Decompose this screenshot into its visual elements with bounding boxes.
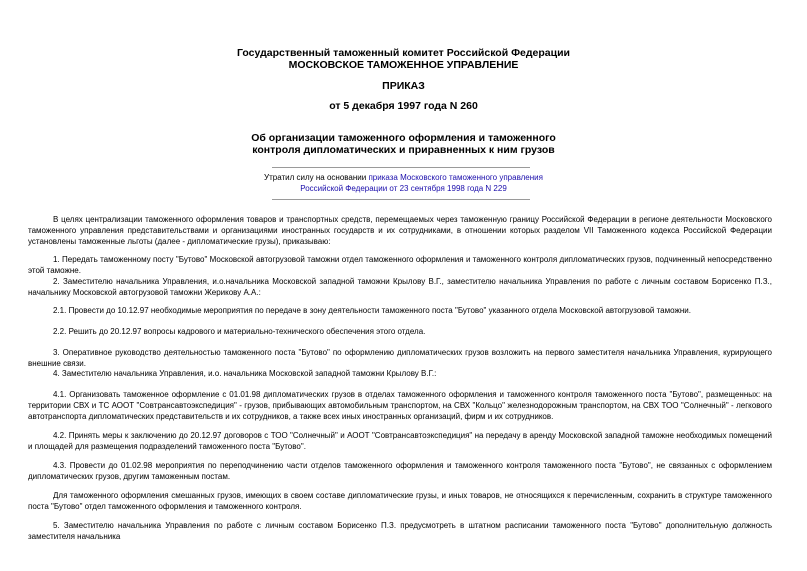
- paragraph-4-2: 4.2. Принять меры к заключению до 20.12.97 договоров с ТОО "Солнечный" и АООТ "Совтрансавтоэкспедиция" на передачу в аренду Московской западной таможне необходимых помещений и площадей для размещения подразделений таможенного поста "Бутово".: [28, 431, 772, 451]
- repeal-order-link[interactable]: приказа Московского таможенного управления: [368, 173, 543, 182]
- validity-note-line1: [0, 172, 807, 183]
- validity-note-line2: [0, 183, 807, 194]
- paragraph-2-1: 2.1. Провести до 10.12.97 необходимые мероприятия по передаче в зону деятельности таможенного поста "Бутово" указанного отдела Московской автогрузовой таможни.: [53, 306, 691, 315]
- paragraph-3: 3. Оперативное руководство деятельностью таможенного поста "Бутово" по оформлению дипломатических грузов возложить на первого заместителя начальника Управления, курирующего внешние связи.: [28, 348, 772, 368]
- department-name: МОСКОВСКОЕ ТАМОЖЕННОЕ УПРАВЛЕНИЕ: [288, 59, 519, 71]
- document-date-number: от 5 декабря 1997 года N 260: [329, 100, 478, 112]
- document-title-line1: Об организации таможенного оформления и таможенного: [251, 132, 556, 144]
- validity-note-prefix: Утратил силу на основании: [264, 173, 369, 182]
- repeal-order-link-continued[interactable]: Российской Федерации от 23 сентября 1998 года N 229: [300, 184, 507, 193]
- paragraph-4: 4. Заместителю начальника Управления, и.о. начальника Московской западной таможни Крылову В.Г.:: [53, 369, 437, 378]
- document-type: ПРИКАЗ: [382, 80, 425, 92]
- paragraph-5: 5. Заместителю начальника Управления по работе с личным составом Борисенко П.З. предусмотреть в штатном расписании таможенного поста "Бутово" дополнительную должность заместителя начальника: [28, 521, 772, 541]
- paragraph-1: 1. Передать таможенному посту "Бутово" Московской автогрузовой таможни отдел таможенного оформления и таможенного контроля дипломатических грузов, подчиненный непосредственно этой таможне.: [28, 255, 772, 275]
- divider-top: [272, 167, 530, 168]
- paragraph-mixed-cargo: Для таможенного оформления смешанных грузов, имеющих в своем составе дипломатические грузы, и иных товаров, не относящихся к перечисленным, сохранить в структуре таможенного поста "Бутово" отдел таможенного оформления и таможенного контроля.: [28, 491, 772, 511]
- paragraph-2-2: 2.2. Решить до 20.12.97 вопросы кадрового и материально-технического обеспечения этого отдела.: [53, 327, 426, 336]
- divider-bottom: [272, 199, 530, 200]
- organization-name: Государственный таможенный комитет Российской Федерации: [236, 47, 571, 59]
- paragraph-4-1: 4.1. Организовать таможенное оформление с 01.01.98 дипломатических грузов в отделах таможенного оформления и таможенного контроля таможенного поста "Бутово", размещенных: на территории СВХ и ТС АООТ "Совтрансавтоэкспедиция" - грузов, прибывающих автомобильным транспортом, на СВХ "Кольцо" железнодорожным транспортом, на СВХ ТОО "Солнечный" - легкового автотранспорта дипломатических представительств и их сотрудников, а также всех иных иностранных организаций, фирм и их сотрудников.: [28, 390, 772, 421]
- paragraph-2: 2. Заместителю начальника Управления, и.о.начальника Московской западной таможни Крылову В.Г., заместителю начальника Управления по работе с личным составом Борисенко П.З., начальнику Московской автогрузовой таможни Жерикову А.А.:: [28, 277, 772, 297]
- paragraph-preamble: В целях централизации таможенного оформления товаров и транспортных средств, перемещаемых через таможенную границу Российской Федерации в регионе деятельности Московского таможенного управления представительствами и организациями иностранных государств и их сотрудниками, в отношении которых разделом VII Таможенного кодекса Российской Федерации установлены таможенные льготы (далее - дипломатические грузы), приказываю:: [28, 215, 772, 246]
- document-title-line2: контроля дипломатических и приравненных к ним грузов: [252, 144, 555, 156]
- paragraph-4-3: 4.3. Провести до 01.02.98 мероприятия по переподчинению части отделов таможенного оформления и таможенного контроля таможенного поста "Бутово", не связанных с оформлением дипломатических грузов, другим таможенным постам.: [28, 461, 772, 481]
